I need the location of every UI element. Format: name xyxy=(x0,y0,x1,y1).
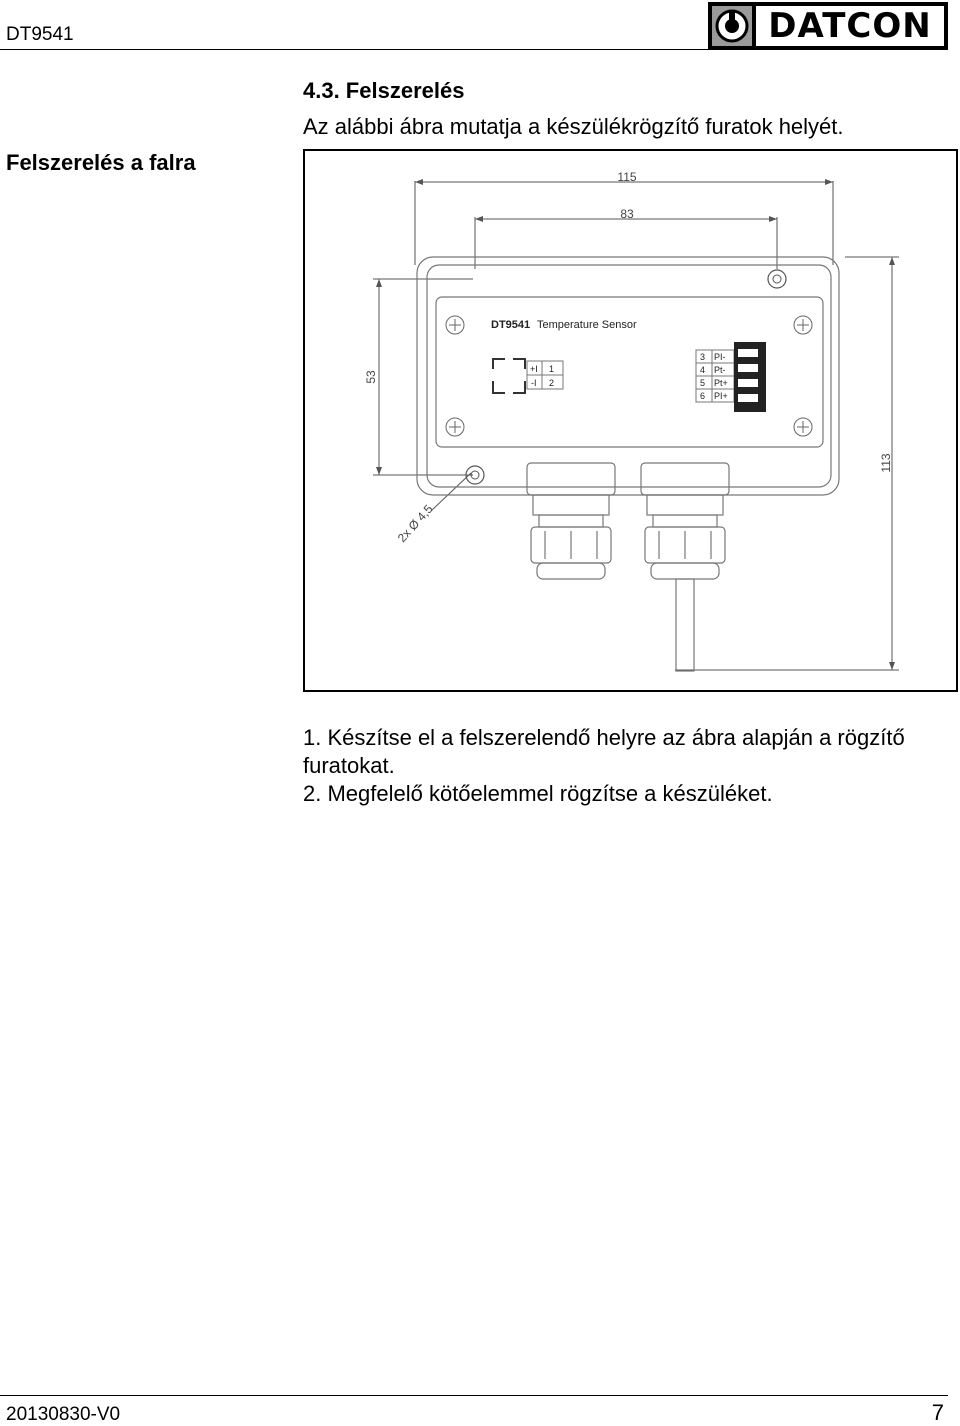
loop-terminal-num-1: 1 xyxy=(549,364,555,374)
dim-width-holes: 83 xyxy=(620,207,634,221)
cable-gland-left xyxy=(527,463,615,579)
sensor-terminal-label-3: PI- xyxy=(714,352,726,362)
sensor-terminal-label-6: PI+ xyxy=(714,391,728,401)
dim-height-total: 113 xyxy=(879,453,893,473)
sensor-terminal-label-5: Pt+ xyxy=(714,378,728,388)
device-name: DT9541 xyxy=(491,319,531,331)
sidebar-title: Felszerelés a falra xyxy=(6,150,196,175)
footer-rule xyxy=(0,1395,948,1396)
dim-width-outer: 115 xyxy=(617,170,637,184)
loop-terminal-label-2: -I xyxy=(531,378,537,388)
logo-symbol-icon xyxy=(712,6,752,46)
section-heading: 4.3. Felszerelés xyxy=(303,78,465,103)
sensor-terminal-num-3: 3 xyxy=(700,352,706,362)
step-1: 1. Készítse el a felszerelendő helyre az ábra alapján a rögzítő furatokat. xyxy=(303,725,905,778)
device-desc: Temperature Sensor xyxy=(537,319,637,331)
logo-text: DATCON xyxy=(768,6,932,46)
instruction-steps xyxy=(303,724,943,808)
step-2: 2. Megfelelő kötőelemmel rögzítse a készüléket. xyxy=(303,781,773,806)
cable-gland-right xyxy=(641,463,729,579)
terminal-block-icon xyxy=(734,342,766,412)
mounting-drawing xyxy=(303,149,958,692)
section-intro: Az alábbi ábra mutatja a készülékrögzítő furatok helyét. xyxy=(303,114,844,139)
page-number: 7 xyxy=(931,1400,944,1425)
loop-terminal-label-1: +I xyxy=(530,364,538,374)
loop-symbol-icon xyxy=(493,359,525,393)
document-code: DT9541 xyxy=(6,24,74,45)
header-rule xyxy=(0,49,948,50)
sensor-terminal-num-6: 6 xyxy=(700,391,706,401)
dim-height-holes: 53 xyxy=(364,370,378,384)
sensor-probe xyxy=(676,579,694,671)
footer-version: 20130830-V0 xyxy=(6,1404,121,1425)
loop-terminal-num-2: 2 xyxy=(549,378,555,388)
sensor-terminal-num-4: 4 xyxy=(700,365,706,375)
sensor-terminal-label-4: Pt- xyxy=(714,365,726,375)
hole-note: 2x Ø 4,5 xyxy=(394,501,436,546)
datcon-logo xyxy=(708,2,948,50)
mounting-hole-top-right xyxy=(768,270,786,288)
sensor-terminal-num-5: 5 xyxy=(700,378,706,388)
